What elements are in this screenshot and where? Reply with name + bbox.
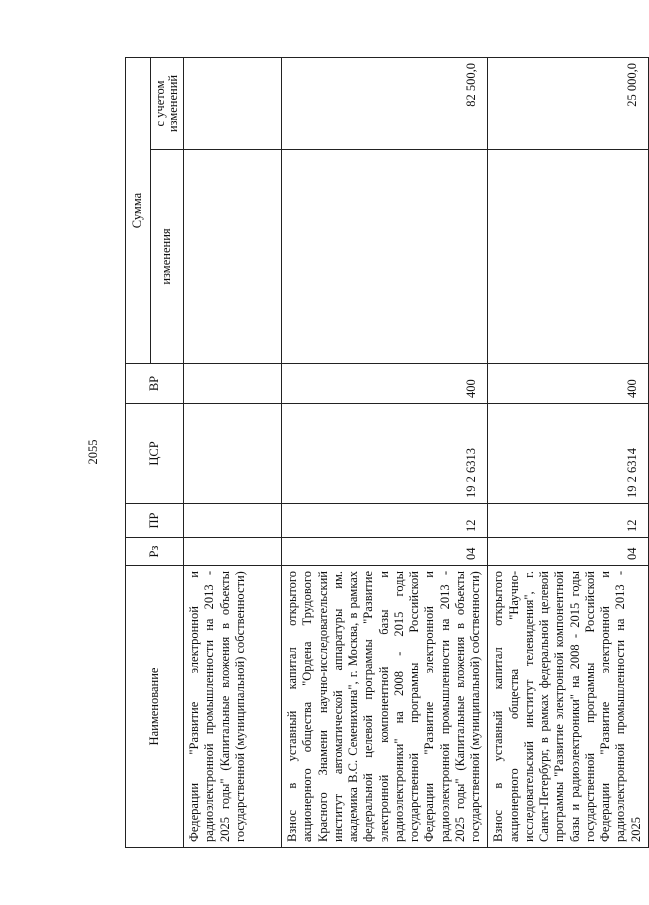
row-csr: 19 2 6314: [488, 404, 649, 504]
rotated-table-area: [125, 58, 643, 848]
row-rz: 04: [488, 538, 649, 566]
row-pr: [184, 504, 282, 538]
row-name: Федерации "Развитие электронной и радиоэлектронной промышленности на 2013 - 2025 годы" (Капитальные вложения в объекты государственной (муниципальной) собственности): [184, 566, 282, 848]
row-csr: [184, 404, 282, 504]
row-pr: 12: [282, 504, 488, 538]
page-number: 2055: [85, 439, 100, 465]
header-pr: ПР: [126, 504, 184, 538]
row-s-uchetom: [184, 58, 282, 150]
row-vr: 400: [488, 364, 649, 404]
row-izmeneniya: [488, 150, 649, 364]
header-vr: ВР: [126, 364, 184, 404]
row-name: Взнос в уставный капитал открытого акционерного общества "Ордена Трудового Красного Знамени научно-исследовательский институт автоматической аппаратуры им. академика В.С. Семенихина", г. Москва, в рамках федеральной целевой программы "Развитие электронной компонентной базы и радиоэлектроники" на 2008 - 2015 годы государственной программы Российской Федерации "Развитие электронной и радиоэлектронной промышленности на 2013 - 2025 годы" (Капитальные вложения в объекты государственной (муниципальной) собственности): [282, 566, 488, 848]
budget-table: [125, 57, 649, 848]
header-summa: Сумма: [126, 58, 151, 364]
row-izmeneniya: [184, 150, 282, 364]
row-vr: [184, 364, 282, 404]
row-s-uchetom: 25 000,0: [488, 58, 649, 150]
row-csr: 19 2 6313: [282, 404, 488, 504]
row-pr: 12: [488, 504, 649, 538]
row-rz: [184, 538, 282, 566]
row-vr: 400: [282, 364, 488, 404]
table-row: [488, 58, 649, 848]
table-row: [184, 58, 282, 848]
header-s-uchetom: с учетом изменений: [151, 58, 184, 150]
header-rz: Рз: [126, 538, 184, 566]
row-izmeneniya: [282, 150, 488, 364]
table-row: [282, 58, 488, 848]
header-csr: ЦСР: [126, 404, 184, 504]
header-name: Наименование: [126, 566, 184, 848]
row-name: Взнос в уставный капитал открытого акционерного общества "Научно-исследовательский институт телевидения", г. Санкт-Петербург, в рамках федеральной целевой программы "Развитие электронной компонентной базы и радиоэлектроники" на 2008 - 2015 годы государственной программы Российской Федерации "Развитие электронной и радиоэлектронной промышленности на 2013 - 2025: [488, 566, 649, 848]
header-izmeneniya: изменения: [151, 150, 184, 364]
row-rz: 04: [282, 538, 488, 566]
row-s-uchetom: 82 500,0: [282, 58, 488, 150]
